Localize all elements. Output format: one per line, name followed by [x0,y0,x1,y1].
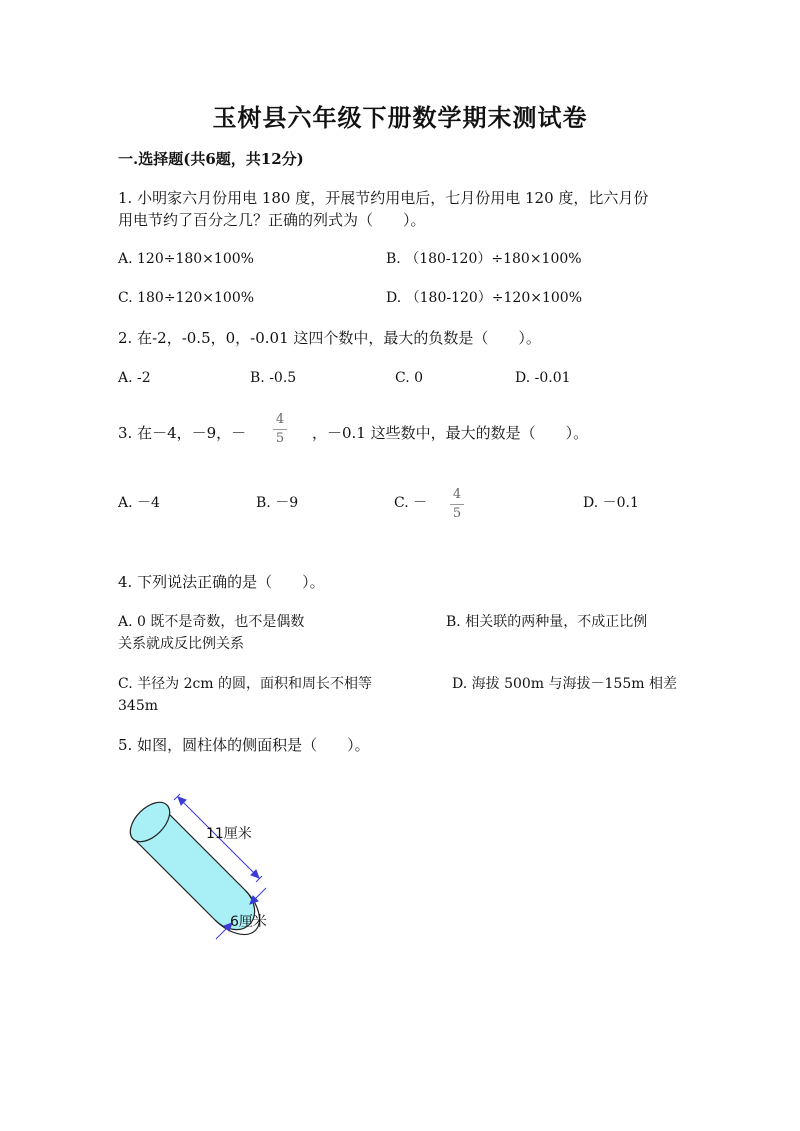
q2-option-b: B. -0.5 [250,370,297,386]
q2-option-d: D. -0.01 [515,370,571,386]
q4-option-b-line-1: B. 相关联的两种量，不成正比例 [446,614,648,630]
q3-fraction-denominator: 5 [275,431,285,446]
q4-option-d-line-2: 345m [118,698,158,714]
question-2: 2. 在-2，-0.5，0，-0.01 这四个数中，最大的负数是（ ）。 [118,329,541,347]
question-3-prefix: 3. 在－4，－9，－ [118,424,247,442]
q2-option-c: C. 0 [395,370,424,386]
diameter-label: 6厘米 [230,914,267,930]
section-heading: 一.选择题(共6题，共12分) [118,150,304,168]
q1-option-d: D. （180-120）÷120×100% [386,290,583,306]
q4-option-c: C. 半径为 2cm 的圆，面积和周长不相等 [118,676,373,692]
q4-option-d-line-1: D. 海拔 500m 与海拔－155m 相差 [452,676,677,692]
question-4: 4. 下列说法正确的是（ ）。 [118,573,325,591]
cylinder-figure [110,780,310,950]
question-1-line-1: 1. 小明家六月份用电 180 度，开展节约用电后，七月份用电 120 度，比六月份 [118,189,649,207]
q3-option-c-denominator: 5 [452,506,462,521]
length-label: 11厘米 [206,826,252,842]
q3-option-c: C. － [394,495,428,511]
q3-option-a: A. －4 [118,495,160,511]
q3-option-d: D. －0.1 [583,495,639,511]
q1-option-a: A. 120÷180×100% [118,251,254,267]
fraction-bar [450,504,464,505]
q3-option-c-numerator: 4 [452,487,462,502]
q4-option-a: A. 0 既不是奇数，也不是偶数 [118,614,305,630]
question-1-line-2: 用电节约了百分之几？正确的列式为（ ）。 [118,211,426,229]
question-3-suffix: ，－0.1 这些数中，最大的数是（ ）。 [312,424,589,442]
q1-option-b: B. （180-120）÷180×100% [386,251,582,267]
fraction-bar [273,429,287,430]
q2-option-a: A. -2 [118,370,151,386]
q3-option-c-fraction [450,488,464,521]
q3-fraction-numerator: 4 [275,412,285,427]
page-title: 玉树县六年级下册数学期末测试卷 [212,103,588,132]
q1-option-c: C. 180÷120×100% [118,290,255,306]
q4-option-b-line-2: 关系就成反比例关系 [118,636,244,652]
q3-option-b: B. －9 [256,495,299,511]
q3-fraction [273,413,287,446]
question-5: 5. 如图，圆柱体的侧面积是（ ）。 [118,736,370,754]
